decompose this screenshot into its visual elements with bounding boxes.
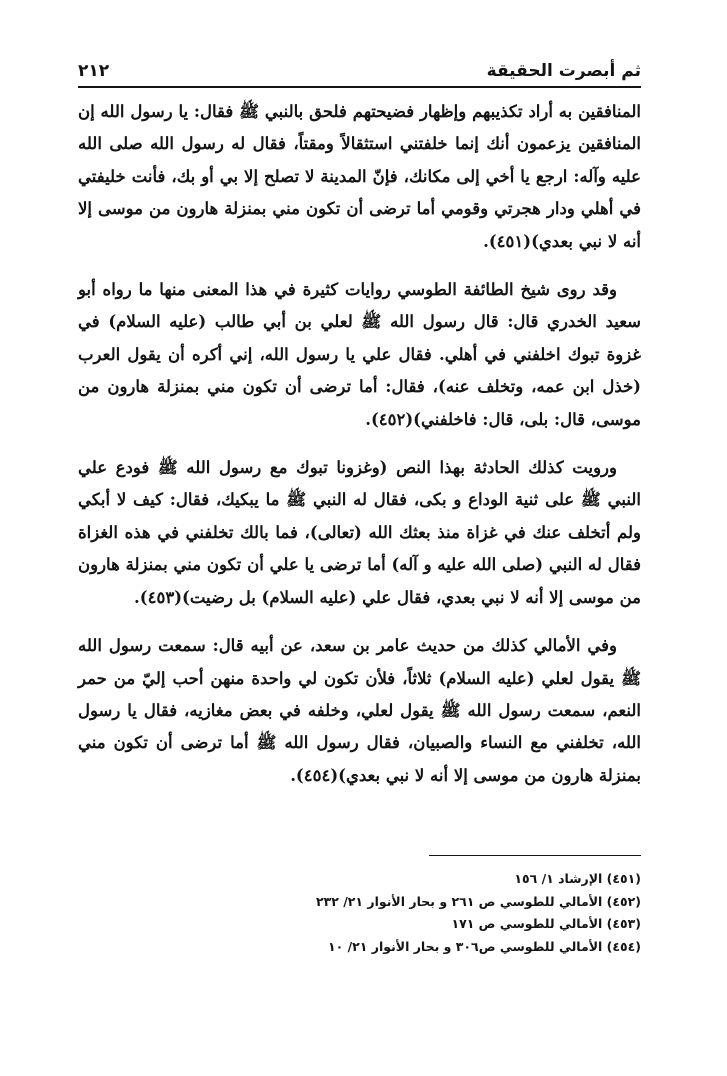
footnote-divider	[429, 855, 641, 856]
book-title: ثم أبصرت الحقيقة	[486, 61, 641, 81]
paragraph: ورويت كذلك الحادثة بهذا النص (وغزونا تبوك مع رسول الله ﷺ فودع علي النبي ﷺ على ثنية الوداع و بكى، فقال له النبي ﷺ ما يبكيك، فقال: كيف لا أبكي ولم أتخلف عنك في غزاة منذ بعثك الله (تعالى)، فما بالك تخلفني في هذه الغزاة فقال له النبي (صلى الله عليه و آله) أما ترضى يا علي أن تكون مني بمنزلة هارون من موسى إلا أنه لا نبي بعدي، فقال علي (عليه السلام) بل رضيت)(٤٥٣).	[78, 458, 641, 607]
footnote: (٤٥٣) الأمالي للطوسي ص ١٧١	[451, 916, 641, 931]
page-number: ٢١٢	[78, 61, 110, 81]
header-divider	[78, 86, 641, 88]
paragraph: وقد روى شيخ الطائفة الطوسي روايات كثيرة في هذا المعنى منها ما رواه أبو سعيد الخدري قال: قال رسول الله ﷺ لعلي بن أبي طالب (عليه السلام) في غزوة تبوك اخلفني في أهلي. فقال علي يا رسول الله، إني أكره أن يقول العرب (خذل ابن عمه، وتخلف عنه)، فقال: أما ترضى أن تكون مني بمنزلة هارون من موسى، قال: بلى، قال: فاخلفني)(٤٥٢).	[78, 280, 641, 429]
footnotes	[180, 868, 641, 958]
footnote: (٤٥٤) الأمالي للطوسي ص٣٠٦ و بحار الأنوار ٢١/ ١٠	[327, 938, 641, 954]
running-header	[78, 58, 641, 84]
paragraph: المنافقين به أراد تكذيبهم وإظهار فضيحتهم فلحق بالنبي ﷺ فقال: يا رسول الله إن المنافقين يزعمون أنك إنما خلفتني استثقالاً ومقتاً، فقال له رسول الله صلى الله عليه وآله: ارجع يا أخي إلى مكانك، فإنّ المدينة لا تصلح إلا بي أو بك، فأنت خليفتي في أهلي ودار هجرتي وقومي أما ترضى أن تكون مني بمنزلة هارون من موسى إلا أنه لا نبي بعدي)(٤٥١).	[78, 102, 641, 251]
footnote: (٤٥٢) الأمالي للطوسي ص ٢٦١ و بحار الأنوار ٢١/ ٢٣٢	[315, 893, 641, 909]
paragraph: وفي الأمالي كذلك من حديث عامر بن سعد، عن أبيه قال: سمعت رسول الله ﷺ يقول لعلي (عليه السلام) ثلاثاً، فلأن تكون لي واحدة منهن أحب إليّ من حمر النعم، سمعت رسول الله ﷺ يقول لعلي، وخلفه في بعض مغازيه، فقال يا رسول الله، تخلفني مع النساء والصبيان، فقال رسول الله ﷺ أما ترضى أن تكون مني بمنزلة هارون من موسى إلا أنه لا نبي بعدي)(٤٥٤).	[78, 636, 641, 785]
footnote: (٤٥١) الإرشاد ١/ ١٥٦	[514, 871, 641, 886]
main-text	[78, 96, 641, 808]
